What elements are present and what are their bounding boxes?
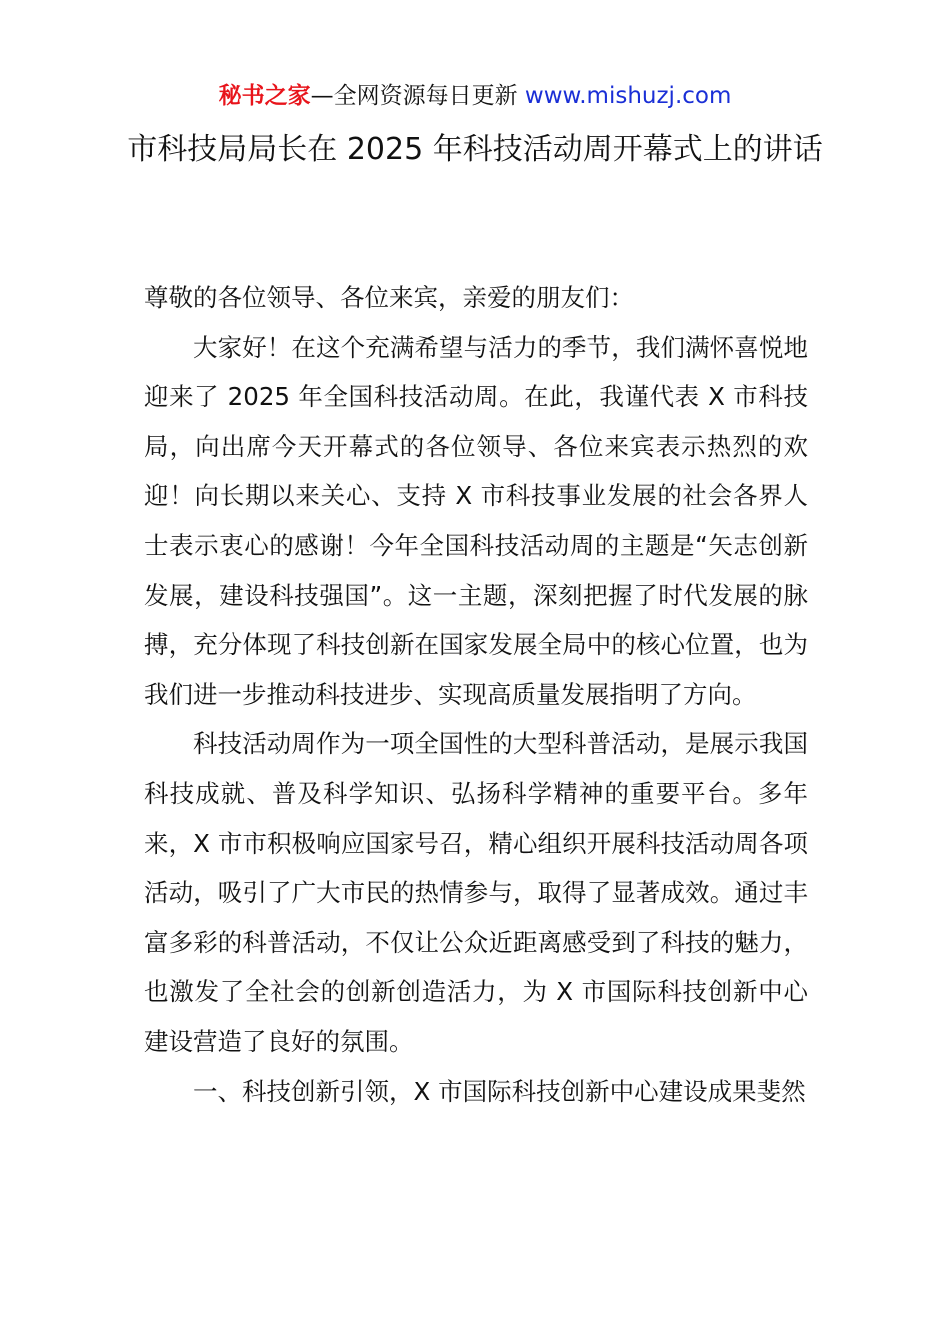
site-header (0, 80, 950, 112)
website-link[interactable]: www.mishuzj.com (524, 83, 732, 109)
document-body (144, 273, 808, 1116)
paragraph: 科技活动周作为一项全国性的大型科普活动，是展示我国科技成就、普及科学知识、弘扬科学精神的重要平台。多年来，X 市市积极响应国家号召，精心组织开展科技活动周各项活动，吸引了广大市民的热情参与，取得了显著成效。通过丰富多彩的科普活动，不仅让公众近距离感受到了科技的魅力，也激发了全社会的创新创造活力，为 X 市国际科技创新中心建设营造了良好的氛围。 (144, 729, 808, 1056)
salutation: 尊敬的各位领导、各位来宾，亲爱的朋友们： (144, 283, 634, 312)
header-slogan: —全网资源每日更新 (310, 83, 525, 109)
document-title: 市科技局局长在 2025 年科技活动周开幕式上的讲话 (127, 132, 823, 167)
paragraph: 大家好！在这个充满希望与活力的季节，我们满怀喜悦地迎来了 2025 年全国科技活动周。在此，我谨代表 X 市科技局，向出席今天开幕式的各位领导、各位来宾表示热烈的欢迎！向长期以来关心、支持 X 市科技事业发展的社会各界人士表示衷心的感谢！今年全国科技活动周的主题是“矢志创新发展，建设科技强国”。这一主题，深刻把握了时代发展的脉搏，充分体现了科技创新在国家发展全局中的核心位置，也为我们进一步推动科技进步、实现高质量发展指明了方向。 (144, 332, 808, 709)
section-heading: 一、科技创新引领，X 市国际科技创新中心建设成果斐然 (193, 1076, 806, 1106)
brand-name: 秘书之家 (218, 83, 311, 109)
